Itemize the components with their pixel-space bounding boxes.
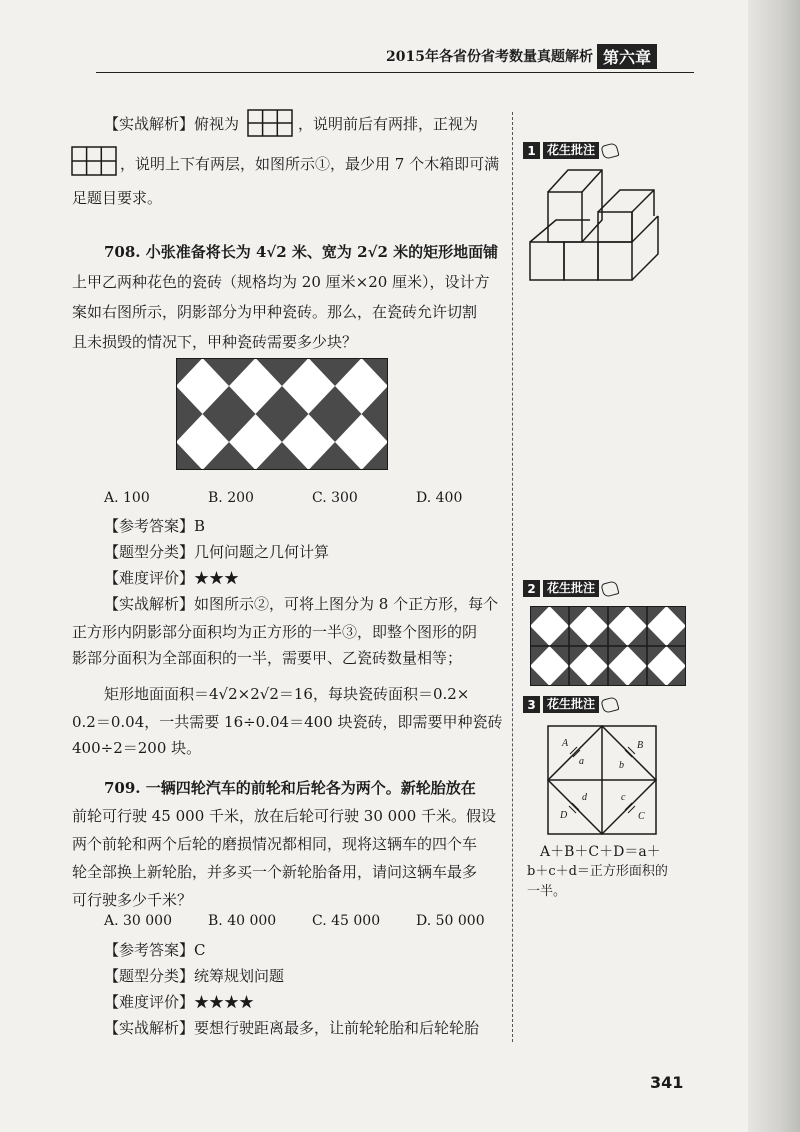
q709-option-b[interactable]: B. 40 000	[208, 913, 277, 929]
running-header: 2015年各省份省考数量真题解析	[386, 49, 593, 65]
note-label: 花生批注	[543, 580, 599, 597]
q708-analysis-4: 矩形地面面积＝4√2×2√2＝16，每块瓷砖面积＝0.2×	[104, 685, 470, 703]
q709-line-5: 可行驶多少千米？	[72, 891, 193, 909]
q708-line-3: 案如右图所示，阴影部分为甲种瓷砖。那么，在瓷砖允许切割	[72, 303, 478, 321]
note-badge-2	[523, 580, 618, 597]
fig3-label-C: C	[638, 811, 645, 822]
q708-answer: 【参考答案】B	[104, 517, 206, 535]
fig3-label-c: c	[621, 792, 626, 803]
note-badge-1	[523, 142, 618, 159]
q708-tile-figure	[176, 358, 388, 470]
fig3-label-D: D	[560, 810, 568, 821]
q708-option-a[interactable]: A. 100	[104, 490, 150, 506]
analysis-line-1a: 【实战解析】俯视为	[104, 115, 240, 133]
top-view-icon	[246, 104, 296, 138]
note3-caption-2: b＋c＋d＝正方形面积的	[527, 864, 668, 879]
front-view-icon	[70, 142, 120, 178]
fig3-label-B: B	[637, 740, 644, 751]
q709-option-a[interactable]: A. 30 000	[104, 913, 172, 929]
q708-analysis-2: 正方形内阴影部分面积均为正方形的一半③，即整个图形的阴	[72, 623, 478, 641]
header-rule	[96, 72, 694, 73]
peanut-icon	[600, 580, 619, 598]
fig3-label-a: a	[579, 756, 584, 767]
q709-difficulty: 【难度评价】★★★★	[104, 993, 255, 1011]
analysis-line-1b: ，说明前后有两排，正视为	[298, 115, 479, 133]
peanut-icon	[600, 142, 619, 160]
q709-option-c[interactable]: C. 45 000	[312, 913, 381, 929]
note1-box-stack-figure	[528, 164, 664, 282]
page-edge	[748, 0, 800, 1132]
q709-analysis-1: 【实战解析】要想行驶距离最多，让前轮轮胎和后轮轮胎	[104, 1019, 480, 1037]
q708-line-1: 708. 小张准备将长为 4√2 米、宽为 2√2 米的矩形地面铺	[104, 243, 499, 261]
fig3-label-A: A	[562, 738, 569, 749]
note-badge-3	[523, 696, 618, 713]
note-label: 花生批注	[543, 696, 599, 713]
q708-analysis-5: 0.2＝0.04，一共需要 16÷0.04＝400 块瓷砖，即需要甲种瓷砖	[72, 713, 503, 731]
q709-line-3: 两个前轮和两个后轮的磨损情况都相同，现将这辆车的四个车	[72, 835, 478, 853]
q708-option-c[interactable]: C. 300	[312, 490, 358, 506]
q709-option-d[interactable]: D. 50 000	[416, 913, 485, 929]
q708-difficulty: 【难度评价】★★★	[104, 569, 240, 587]
q709-options	[104, 913, 506, 929]
q709-line-1: 709. 一辆四轮汽车的前轮和后轮各为两个。新轮胎放在	[104, 779, 476, 797]
note3-caption-1: A＋B＋C＋D＝a＋	[540, 844, 661, 860]
q709-line-2: 前轮可行驶 45 000 千米，放在后轮可行驶 30 000 千米。假设	[72, 807, 497, 825]
analysis-line-3: 足题目要求。	[72, 189, 163, 207]
q708-option-d[interactable]: D. 400	[416, 490, 463, 506]
note3-caption-3: 一半。	[527, 884, 567, 899]
margin-column-divider	[512, 112, 513, 1042]
q708-line-4: 且未损毁的情况下，甲种瓷砖需要多少块？	[72, 333, 358, 351]
note3-square-diamond-figure	[546, 724, 658, 836]
q709-category: 【题型分类】统筹规划问题	[104, 967, 285, 985]
q708-category: 【题型分类】几何问题之几何计算	[104, 543, 330, 561]
q709-line-4: 轮全部换上新轮胎，并多买一个新轮胎备用，请问这辆车最多	[72, 863, 478, 881]
analysis-line-2: ，说明上下有两层，如图所示①，最少用 7 个木箱即可满	[120, 155, 500, 173]
note-number: 1	[523, 142, 540, 159]
chapter-badge: 第六章	[597, 44, 657, 69]
note2-square-split-figure	[530, 606, 686, 686]
q708-analysis-3: 影部分面积为全部面积的一半，需要甲、乙瓷砖数量相等；	[72, 649, 463, 667]
note-label: 花生批注	[543, 142, 599, 159]
page-number: 341	[650, 1073, 684, 1092]
fig3-label-d: d	[582, 792, 587, 803]
q708-analysis-1: 【实战解析】如图所示②，可将上图分为 8 个正方形，每个	[104, 595, 499, 613]
note-number: 2	[523, 580, 540, 597]
q708-option-b[interactable]: B. 200	[208, 490, 254, 506]
note-number: 3	[523, 696, 540, 713]
peanut-icon	[600, 696, 619, 714]
q709-answer: 【参考答案】C	[104, 941, 206, 959]
q708-options	[104, 490, 496, 506]
q708-analysis-6: 400÷2＝200 块。	[72, 739, 202, 757]
q708-line-2: 上甲乙两种花色的瓷砖（规格均为 20 厘米×20 厘米），设计方	[72, 273, 490, 291]
fig3-label-b: b	[619, 760, 624, 771]
